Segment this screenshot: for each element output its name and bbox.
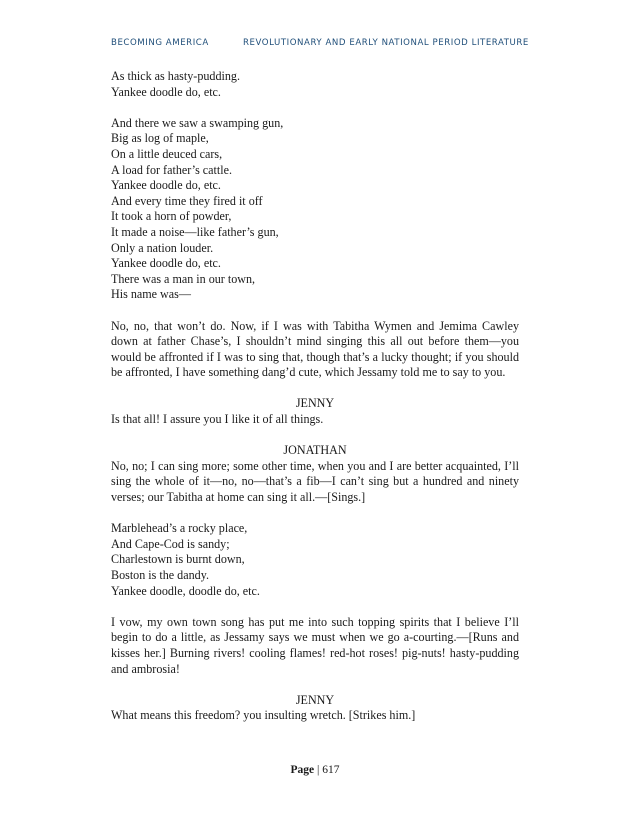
verse-line: A load for father’s cattle. bbox=[111, 162, 233, 177]
page-separator: | bbox=[317, 764, 320, 776]
verse-line: Marblehead’s a rocky place, bbox=[111, 521, 248, 536]
header-book-title: BECOMING AMERICA bbox=[111, 38, 209, 48]
header-section-title: REVOLUTIONARY AND EARLY NATIONAL PERIOD LITERATURE bbox=[243, 38, 529, 48]
prose-paragraph-2: No, no; I can sing more; some other time, when you and I are better acquainted, I’ll sing the whole of it—no, no—that’s a fib—I can’t sing but a hundred and ninety verses; our Tabitha at home can sing it all.—[Sings.] bbox=[111, 458, 519, 505]
verse-line: Boston is the dandy. bbox=[111, 568, 209, 582]
verse-line: His name was— bbox=[111, 287, 191, 302]
prose-paragraph-3: I vow, my own town song has put me into such topping spirits that I believe I’ll begin to do a little, as Jessamy says we must when we go a-courting.—[Runs and kisses her.] Burning rivers! cooling flames! red-hot roses! pig-nuts! hasty-pudding and ambrosia! bbox=[111, 614, 519, 676]
verse-line: Only a nation louder. bbox=[111, 240, 214, 255]
verse-stanza-1 bbox=[111, 69, 519, 100]
verse-line: Yankee doodle do, etc. bbox=[111, 84, 221, 99]
verse-line: It took a horn of powder, bbox=[111, 209, 232, 224]
page-body bbox=[111, 69, 519, 724]
dialogue-line-1: Is that all! I assure you I like it of all things. bbox=[111, 412, 324, 427]
speaker-name-jonathan: JONATHAN bbox=[283, 443, 347, 458]
verse-line: As thick as hasty-pudding. bbox=[111, 69, 240, 83]
verse-line: Yankee doodle do, etc. bbox=[111, 178, 221, 193]
verse-line: It made a noise—like father’s gun, bbox=[111, 224, 279, 239]
page-label: Page bbox=[290, 764, 315, 776]
page-number: 617 bbox=[322, 764, 340, 776]
dialogue-line-2: What means this freedom? you insulting wretch. [Strikes him.] bbox=[111, 708, 416, 723]
verse-line: And every time they fired it off bbox=[111, 193, 263, 208]
prose-paragraph-1: No, no, that won’t do. Now, if I was with Tabitha Wymen and Jemima Cawley down at father Chase’s, I shouldn’t mind singing this all out before them—you would be affronted if I was to sing that, though that’s a lucky thought; if you should be affronted, I have something dang’d cute, which Jessamy told me to say to you. bbox=[111, 318, 519, 380]
verse-line: And there we saw a swamping gun, bbox=[111, 115, 284, 130]
verse-line: There was a man in our town, bbox=[111, 271, 256, 286]
running-header bbox=[111, 38, 529, 52]
verse-stanza-2 bbox=[111, 116, 519, 303]
verse-stanza-3 bbox=[111, 521, 519, 599]
verse-line: Charlestown is burnt down, bbox=[111, 552, 245, 567]
verse-line: On a little deuced cars, bbox=[111, 146, 223, 161]
speaker-name-jenny-2: JENNY bbox=[295, 692, 335, 707]
page-footer bbox=[0, 764, 630, 776]
verse-line: Big as log of maple, bbox=[111, 131, 209, 146]
verse-line: Yankee doodle do, etc. bbox=[111, 256, 221, 271]
speaker-name-jenny: JENNY bbox=[295, 396, 335, 411]
verse-line: And Cape-Cod is sandy; bbox=[111, 536, 230, 551]
verse-line: Yankee doodle, doodle do, etc. bbox=[111, 583, 260, 598]
